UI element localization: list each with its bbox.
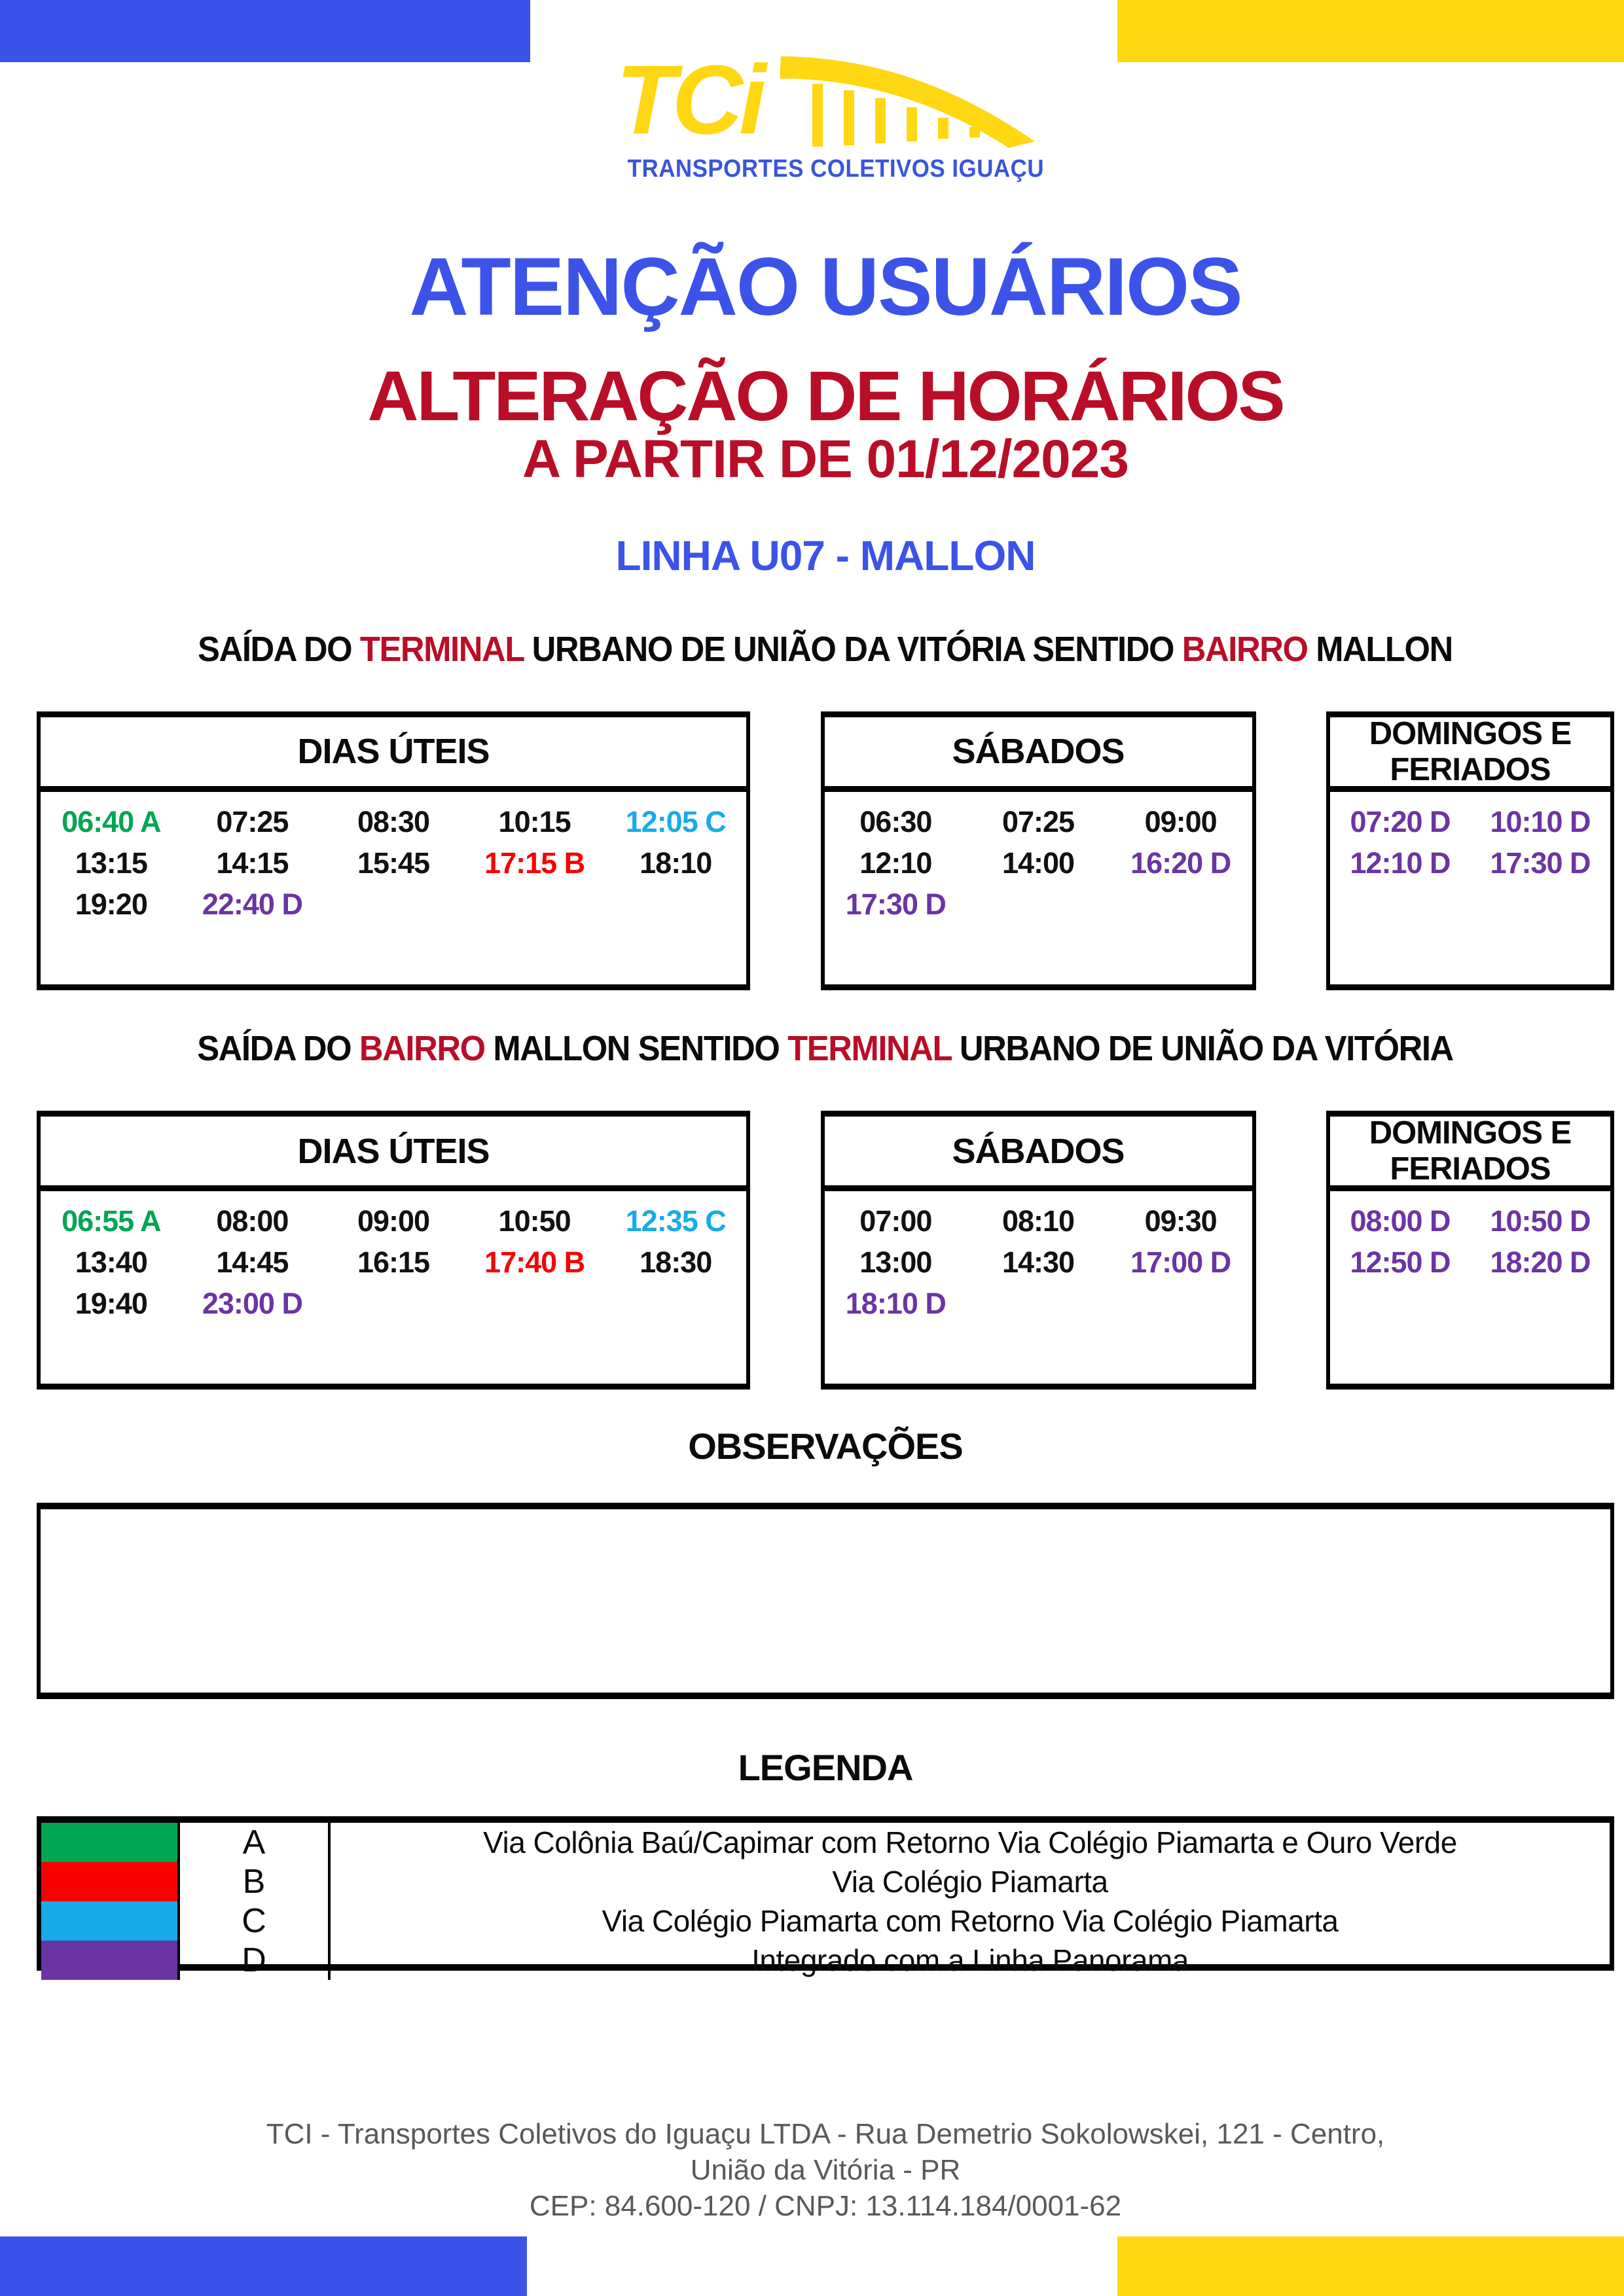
legend-description: Integrado com a Linha Panorama [751, 1943, 1189, 1978]
legend-letter: C [180, 1901, 331, 1941]
time-cell: 08:00 [216, 1204, 289, 1238]
time-cell: 23:00 D [202, 1286, 302, 1320]
logo-subtitle: TRANSPORTES COLETIVOS IGUAÇU [627, 155, 1045, 183]
table-title: SÁBADOS [825, 717, 1252, 792]
time-cell: 10:15 [498, 804, 571, 838]
time-cell: 08:30 [357, 804, 430, 838]
bottom-right-yellow-bar [1117, 2236, 1624, 2296]
time-cell: 18:20 D [1490, 1245, 1591, 1279]
table-sundays-outbound [1326, 711, 1614, 990]
footer-city-line: União da Vitória - PR [690, 2154, 961, 2187]
page-title: ATENÇÃO USUÁRIOS [409, 242, 1242, 332]
time-cell: 10:50 [498, 1204, 571, 1238]
table-times-grid [1330, 792, 1610, 984]
time-cell: 16:15 [357, 1245, 430, 1279]
time-cell: 18:10 D [845, 1286, 946, 1320]
time-cell: 10:10 D [1490, 804, 1591, 838]
section-outbound [37, 629, 1614, 990]
table-saturdays-return [821, 1111, 1256, 1390]
time-cell: 14:15 [216, 846, 289, 880]
bottom-left-blue-bar [0, 2236, 527, 2296]
time-cell: 06:40 A [62, 804, 161, 838]
heading-highlight: BAIRRO [359, 1029, 486, 1069]
section-return [37, 1028, 1614, 1390]
legend-letter: B [180, 1862, 331, 1901]
legend-color-swatch [41, 1862, 180, 1901]
table-sundays-return [1326, 1111, 1614, 1390]
table-times-grid [825, 1191, 1252, 1384]
time-cell: 09:00 [1144, 804, 1217, 838]
legend-color-swatch [41, 1901, 180, 1941]
time-cell: 07:00 [859, 1204, 932, 1238]
footer [37, 2116, 1614, 2224]
time-cell: 15:45 [357, 846, 430, 880]
outbound-tables-row [37, 711, 1614, 990]
time-cell: 22:40 D [202, 887, 302, 921]
time-cell: 07:20 D [1350, 804, 1451, 838]
time-cell: 09:30 [1144, 1204, 1217, 1238]
table-weekdays-return [37, 1111, 750, 1390]
time-cell: 07:25 [216, 804, 289, 838]
observations-title: OBSERVAÇÕES [688, 1426, 963, 1467]
time-cell: 08:00 D [1350, 1204, 1451, 1238]
time-cell: 18:10 [640, 846, 712, 880]
heading-text: MALLON SENTIDO [485, 1029, 788, 1069]
observations-box [37, 1503, 1614, 1699]
table-title: DOMINGOS E FERIADOS [1330, 1117, 1610, 1191]
time-cell: 12:05 C [625, 804, 726, 838]
time-cell: 06:55 A [62, 1204, 161, 1238]
heading-highlight: BAIRRO [1182, 630, 1308, 670]
poster-content [37, 0, 1614, 2224]
time-cell: 17:30 D [1490, 846, 1591, 880]
legend-letter: D [180, 1941, 331, 1980]
time-cell: 12:50 D [1350, 1245, 1451, 1279]
heading-text: SAÍDA DO [197, 1029, 360, 1069]
section-heading-text [198, 1028, 1454, 1069]
table-times-grid [825, 792, 1252, 984]
table-times-grid [1330, 1191, 1610, 1384]
time-cell: 18:30 [640, 1245, 712, 1279]
table-times-grid [41, 792, 746, 984]
legend-description: Via Colégio Piamarta com Retorno Via Colégio Piamarta [602, 1904, 1339, 1939]
legend-title: LEGENDA [738, 1746, 913, 1788]
table-title: DIAS ÚTEIS [41, 717, 746, 792]
heading-text: MALLON [1308, 630, 1453, 670]
line-name: LINHA U07 - MALLON [615, 532, 1036, 580]
table-saturdays-outbound [821, 711, 1256, 990]
legend-letter: A [180, 1823, 331, 1862]
logo-acronym: TCi [616, 50, 763, 148]
time-cell: 06:30 [859, 804, 932, 838]
heading-text: URBANO DE UNIÃO DA VITÓRIA [951, 1029, 1454, 1069]
time-cell: 13:15 [75, 846, 147, 880]
legend-table [37, 1816, 1614, 1980]
legend-color-swatch [41, 1823, 180, 1862]
table-times-grid [41, 1191, 746, 1384]
time-cell: 19:20 [75, 887, 147, 921]
table-title: DIAS ÚTEIS [41, 1117, 746, 1191]
legend-color-swatch [41, 1941, 180, 1980]
time-cell: 17:30 D [845, 887, 946, 921]
change-notice-title: ALTERAÇÃO DE HORÁRIOS [367, 356, 1284, 435]
time-cell: 17:00 D [1130, 1245, 1231, 1279]
return-tables-row [37, 1111, 1614, 1390]
time-cell: 13:00 [859, 1245, 932, 1279]
time-cell: 16:20 D [1130, 846, 1231, 880]
section-return-heading [37, 1028, 1614, 1069]
time-cell: 14:30 [1001, 1245, 1075, 1279]
time-cell: 13:40 [75, 1245, 147, 1279]
time-cell: 07:25 [1001, 804, 1075, 838]
legend-description: Via Colégio Piamarta [832, 1865, 1108, 1899]
heading-highlight: TERMINAL [360, 630, 524, 670]
legend-description: Via Colônia Baú/Capimar com Retorno Via Colégio Piamarta e Ouro Verde [483, 1825, 1457, 1860]
table-title: SÁBADOS [825, 1117, 1252, 1191]
heading-highlight: TERMINAL [787, 1029, 952, 1069]
time-cell: 12:10 D [1350, 846, 1451, 880]
tci-logo [609, 50, 1045, 183]
section-outbound-heading [37, 629, 1614, 670]
effective-date: A PARTIR DE 01/12/2023 [522, 429, 1128, 489]
time-cell: 17:15 B [484, 846, 585, 880]
table-title: DOMINGOS E FERIADOS [1330, 717, 1610, 792]
section-heading-text [198, 629, 1453, 670]
time-cell: 19:40 [75, 1286, 147, 1320]
footer-address-line: TCI - Transportes Coletivos do Iguaçu LTDA - Rua Demetrio Sokolowskei, 121 - Centro, [266, 2118, 1385, 2151]
tci-bridge-logo-icon [616, 50, 1035, 148]
time-cell: 14:45 [216, 1245, 289, 1279]
time-cell: 10:50 D [1490, 1204, 1591, 1238]
time-cell: 08:10 [1001, 1204, 1075, 1238]
heading-text: SAÍDA DO [198, 630, 361, 670]
time-cell: 12:10 [859, 846, 932, 880]
time-cell: 17:40 B [484, 1245, 585, 1279]
table-weekdays-outbound [37, 711, 750, 990]
time-cell: 14:00 [1001, 846, 1075, 880]
footer-cep-cnpj-line: CEP: 84.600-120 / CNPJ: 13.114.184/0001-62 [529, 2190, 1122, 2223]
heading-text: URBANO DE UNIÃO DA VITÓRIA SENTIDO [524, 630, 1183, 670]
time-cell: 12:35 C [625, 1204, 726, 1238]
time-cell: 09:00 [357, 1204, 430, 1238]
